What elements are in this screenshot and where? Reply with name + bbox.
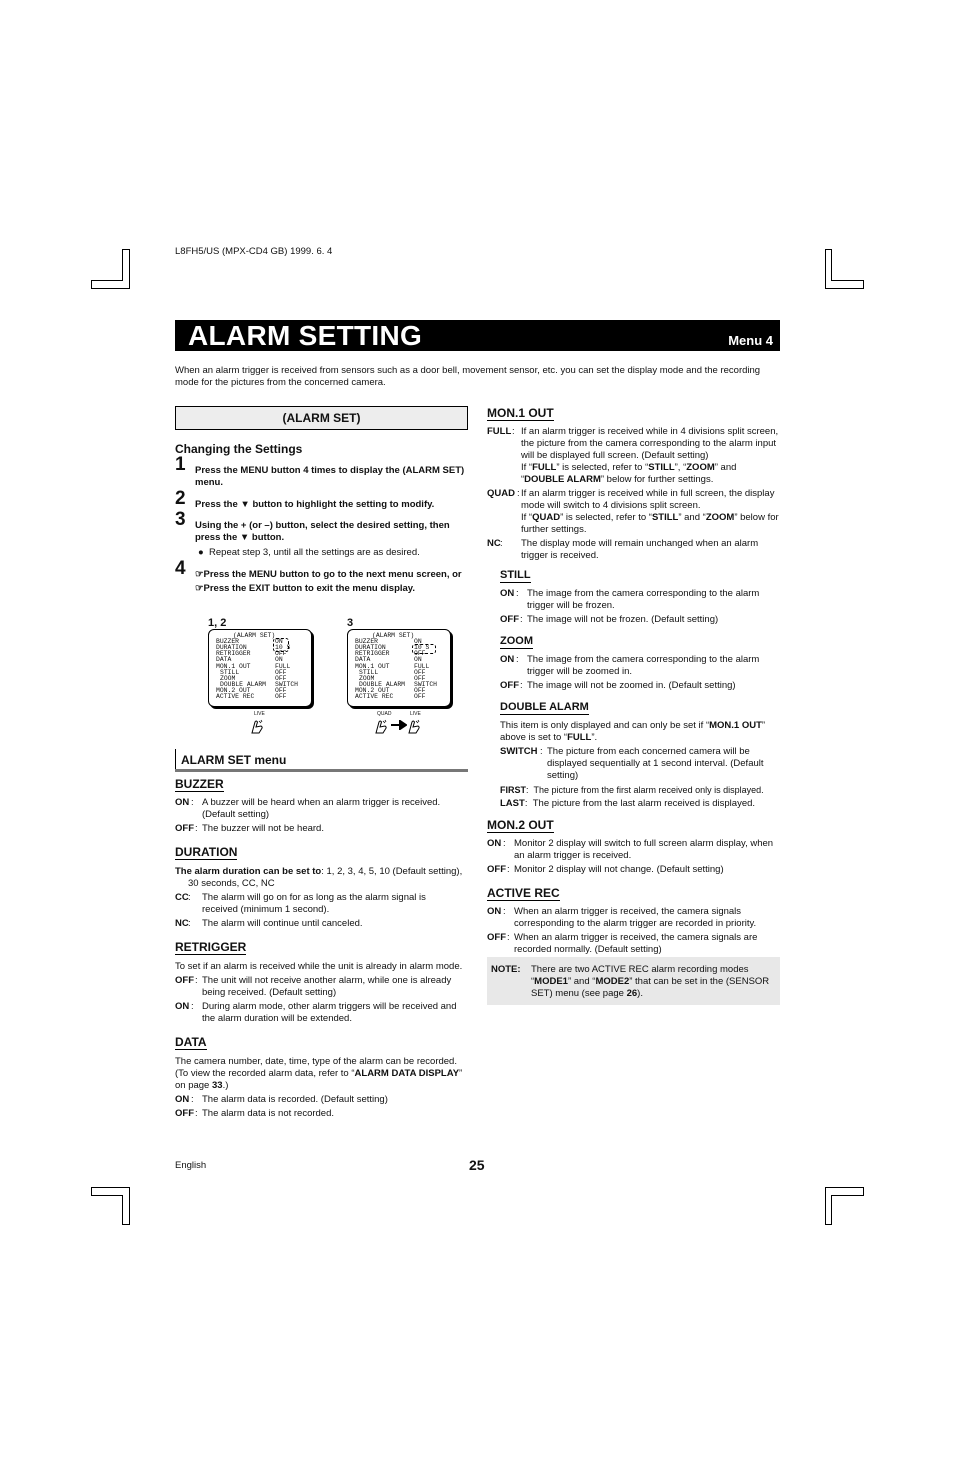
- option-text: A buzzer will be heard when an alarm trigger is received. (Default setting): [202, 797, 441, 820]
- screen-row-key: DOUBLE ALARM: [220, 681, 267, 689]
- live-button-label-2: LIVE: [410, 711, 421, 717]
- crop-mark: [825, 249, 826, 289]
- step-text: ☞Press the EXIT button to exit the menu display.: [195, 583, 416, 594]
- option-key: NC: [175, 918, 189, 929]
- option-text: The alarm data is not recorded.: [202, 1108, 335, 1119]
- option-text-2: [521, 462, 780, 486]
- data-lead-d: .): [222, 1080, 229, 1091]
- option-key: ON: [487, 906, 502, 917]
- left-column: [175, 406, 468, 595]
- retrigger-lead: To set if an alarm is received while the unit is already in alarm mode.: [175, 961, 463, 972]
- still-off: OFF : The image will not be frozen. (Default setting): [500, 614, 719, 625]
- t: If “: [521, 512, 533, 523]
- duration-title: DURATION: [175, 845, 238, 859]
- screen-row-key: MON.2 OUT: [216, 687, 251, 695]
- crop-mark: [91, 1187, 129, 1188]
- screen-row-value: OFF: [414, 668, 426, 676]
- crop-mark: [122, 1224, 130, 1225]
- step-number: 1: [175, 454, 186, 475]
- screen-row-key: MON.1 OUT: [216, 662, 251, 670]
- screen-row-value: ON: [414, 638, 422, 645]
- t: This item is only displayed and can only be set if “: [500, 720, 710, 731]
- screen-row-value: OFF: [414, 674, 426, 682]
- changing-settings-title: Changing the Settings: [175, 442, 303, 456]
- left-settings: [175, 778, 463, 1122]
- mon2-title: MON.2 OUT: [487, 818, 554, 832]
- screen-row-value: 10 S: [275, 644, 291, 652]
- crop-mark: [825, 249, 832, 250]
- option-text: The image will not be frozen. (Default setting): [527, 614, 719, 625]
- intro-text: When an alarm trigger is received from sensors such as a door bell, movement sensor, etc. you can set the display mode and the recording mode for the pictures from the concerned camera.: [175, 365, 761, 388]
- screen-row-value: FULL: [275, 662, 291, 670]
- zoom-title: ZOOM: [500, 635, 533, 647]
- fig-label-3: 3: [347, 617, 354, 629]
- screen-row-value: OFF: [414, 693, 426, 701]
- still-section: [487, 569, 780, 810]
- crop-mark: [91, 280, 123, 281]
- pointing-hand-icon: [249, 719, 265, 735]
- screen-row-value: ON: [275, 638, 283, 645]
- note-box: [487, 957, 780, 1005]
- t: MODE2: [595, 976, 630, 987]
- crop-mark: [831, 1195, 832, 1225]
- duration-lead-bold: The alarm duration can be set to: [175, 866, 322, 877]
- option-key: NC: [487, 538, 501, 549]
- t: FULL: [532, 462, 557, 473]
- t: There are two ACTIVE REC alarm recording modes “: [531, 964, 749, 987]
- option-key: OFF: [500, 680, 519, 691]
- data-lead-c: ” on page: [175, 1068, 463, 1091]
- screen-row-key: ACTIVE REC: [216, 693, 255, 701]
- buzzer-on: ON : A buzzer will be heard when an alarm trigger is received. (Default setting): [175, 797, 441, 820]
- still-on: ON : The image from the camera corresponding to the alarm trigger will be frozen.: [500, 588, 760, 611]
- option-text: The picture from each concerned camera will be displayed sequentially at 1 second interval. (Default setting): [547, 746, 764, 781]
- live-button-label: LIVE: [254, 711, 265, 717]
- crop-mark: [91, 280, 92, 289]
- t: ” is selected, refer to “: [560, 512, 652, 523]
- crop-mark: [122, 249, 130, 250]
- section-marker: [175, 749, 176, 771]
- bullet-icon: ●: [198, 547, 204, 558]
- option-text: The buzzer will not be heard.: [202, 823, 324, 834]
- step-2: [175, 488, 468, 511]
- screen-row-value: OFF: [275, 668, 287, 676]
- t: ).: [637, 988, 643, 999]
- active-on: ON : When an alarm trigger is received, the camera signals corresponding to the alarm trigger are recorded in priority.: [487, 906, 757, 929]
- duration-nc: NC : The alarm will continue until canceled.: [175, 918, 363, 929]
- retrigger-off: OFF : The unit will not receive another alarm, while one is already being received. (Default setting): [175, 975, 452, 998]
- crop-mark: [831, 280, 864, 281]
- option-key: LAST: [500, 798, 525, 809]
- crop-mark: [825, 1224, 832, 1225]
- fig-label-1-2: 1, 2: [208, 617, 227, 629]
- step-4b: [175, 583, 468, 595]
- option-text: The image from the camera corresponding to the alarm trigger will be frozen.: [527, 588, 760, 611]
- title-banner: [175, 320, 780, 351]
- crop-mark: [122, 1195, 123, 1225]
- duration-lead-text: : 1, 2, 3, 4, 5, 10 (Default setting), 30 seconds, CC, NC: [188, 866, 463, 889]
- screen-row-value: SWITCH: [275, 681, 299, 689]
- option-text: Monitor 2 display will switch to full screen alarm display, when an alarm trigger is received.: [514, 838, 774, 861]
- screen-row-value: OFF: [275, 650, 287, 658]
- step-text: Press the MENU button 4 times to display the (ALARM SET) menu.: [195, 465, 465, 488]
- mon2-on: ON : Monitor 2 display will switch to full screen alarm display, when an alarm trigger is received.: [487, 838, 774, 861]
- step-4: [175, 558, 468, 581]
- double-switch: SWITCH : The picture from each concerned camera will be displayed sequentially at 1 second interval. (Default setting): [500, 746, 764, 781]
- screen-row-value: OFF: [414, 650, 426, 658]
- note-label: NOTE:: [491, 964, 521, 975]
- screen-row-value: FULL: [414, 662, 430, 670]
- data-off: OFF : The alarm data is not recorded.: [175, 1108, 335, 1119]
- option-key: SWITCH: [500, 746, 538, 757]
- screen-row-key: RETRIGGER: [216, 650, 251, 658]
- crop-mark: [825, 1187, 864, 1188]
- step-number: 4: [175, 558, 186, 579]
- t: ” above is set to “: [500, 720, 766, 743]
- duration-lead: [175, 866, 463, 890]
- mon1-full: FULL : If an alarm trigger is received while in 4 divisions split screen, the picture from the camera corresponding to the alarm input will be displayed full screen. (Default setting) If “FULL” is selected, refer to “STILL”, “ZOOM” and “DOUBLE ALARM” below for further settings.: [487, 426, 779, 485]
- crop-mark: [129, 249, 130, 289]
- step-number: 2: [175, 488, 186, 509]
- crop-mark: [863, 280, 864, 289]
- t: 26: [626, 988, 638, 999]
- screen-row-key: BUZZER: [216, 638, 240, 645]
- option-key: ON: [175, 1001, 190, 1012]
- screen-row-key: STILL: [220, 668, 240, 676]
- t: ” that can be set in the (SENSOR SET) menu (see page: [531, 976, 770, 999]
- option-text: The alarm will go on for as long as the alarm signal is received (minimum 1 second).: [202, 892, 426, 915]
- option-text: If an alarm trigger is received while in 4 divisions split screen, the picture from the camera corresponding to the alarm input will be displayed full screen. (Default setting): [521, 426, 779, 461]
- screen-row-key: ZOOM: [359, 674, 375, 682]
- step-text: ☞Press the MENU button to go to the next menu screen, or: [195, 569, 462, 580]
- t: ”, “: [674, 462, 687, 473]
- screen-row-value: OFF: [275, 674, 287, 682]
- buzzer-title: BUZZER: [175, 777, 224, 791]
- option-text: The display mode will remain unchanged when an alarm trigger is received.: [521, 538, 759, 561]
- double-alarm-lead: [500, 720, 780, 744]
- buzzer-off: OFF : The buzzer will not be heard.: [175, 823, 324, 834]
- option-text-2: [521, 512, 780, 536]
- step-3-bullet: [175, 547, 468, 559]
- option-key: QUAD: [487, 488, 515, 499]
- crop-mark: [825, 1187, 826, 1225]
- option-key: ON: [175, 1094, 190, 1105]
- data-title: DATA: [175, 1035, 207, 1049]
- screen-row-key: ZOOM: [220, 674, 236, 682]
- double-alarm-title: DOUBLE ALARM: [500, 701, 589, 713]
- option-text: The picture from the last alarm received is displayed.: [532, 798, 756, 809]
- screen-row-key: DATA: [216, 656, 232, 664]
- pointing-hand-icon: [373, 719, 389, 735]
- t: ZOOM: [686, 462, 715, 473]
- option-key: ON: [487, 838, 502, 849]
- duration-cc: CC : The alarm will go on for as long as the alarm signal is received (minimum 1 second).: [175, 892, 426, 915]
- menu-screen-b: [347, 629, 451, 707]
- highlight-cursor: [412, 644, 436, 654]
- active-rec-title: ACTIVE REC: [487, 886, 560, 900]
- t: STILL: [648, 462, 675, 473]
- option-text: During alarm mode, other alarm triggers will be received and the alarm duration will be extended.: [202, 1001, 457, 1024]
- crop-mark: [91, 1187, 92, 1196]
- crop-mark: [91, 288, 129, 289]
- page-title: ALARM SETTING: [188, 320, 423, 351]
- screen-row-value: SWITCH: [414, 681, 438, 689]
- menu-label: Menu 4: [728, 333, 773, 348]
- active-off: OFF : When an alarm trigger is received, the camera signals are recorded normally. (Default setting): [487, 932, 758, 955]
- option-key: OFF: [500, 614, 519, 625]
- quad-button-label: QUAD: [377, 711, 392, 717]
- t: ” is selected, refer to “: [556, 462, 649, 473]
- crop-mark: [831, 1195, 864, 1196]
- t: FULL: [567, 732, 592, 743]
- highlight-cursor: [273, 638, 289, 652]
- pointing-hand-icon: [406, 719, 422, 735]
- t: MODE1: [534, 976, 568, 987]
- option-text: If an alarm trigger is received while in full screen, the display mode will switch to 4 divisions split screen.: [521, 488, 775, 511]
- alarm-set-menu-title: ALARM SET menu: [181, 753, 287, 767]
- data-lead-page: 33: [211, 1080, 223, 1091]
- t: ” and “: [521, 462, 737, 485]
- t: ”.: [591, 732, 598, 743]
- doc-code: L8FH5/US (MPX-CD4 GB) 1999. 6. 4: [175, 246, 333, 257]
- data-on: ON : The alarm data is recorded. (Default setting): [175, 1094, 388, 1105]
- zoom-off: OFF : The image will not be zoomed in. (Default setting): [500, 680, 736, 691]
- bullet-text: Repeat step 3, until all the settings are as desired.: [209, 547, 420, 558]
- screen-title: (ALARM SET): [372, 632, 415, 639]
- t: If “: [521, 462, 533, 473]
- t: QUAD: [532, 512, 561, 523]
- note-text: [531, 964, 773, 1000]
- page-number: 25: [469, 1157, 485, 1173]
- step-3: [175, 509, 468, 544]
- step-text: Press the ▼ button to highlight the setting to modify.: [195, 499, 435, 510]
- option-key: ON: [175, 797, 190, 808]
- right-column: [487, 407, 780, 958]
- step-number: 3: [175, 509, 186, 530]
- option-key: ON: [500, 654, 515, 665]
- arrow-right-icon: [391, 720, 407, 730]
- zoom-on: ON : The image from the camera corresponding to the alarm trigger will be zoomed in.: [500, 654, 760, 677]
- mon1-nc: NC : The display mode will remain unchanged when an alarm trigger is received.: [487, 538, 759, 561]
- double-first: FIRST: The picture from the first alarm received only is displayed.: [500, 785, 764, 795]
- option-key: FIRST: [500, 785, 526, 795]
- option-text: The image from the camera corresponding to the alarm trigger will be zoomed in.: [527, 654, 760, 677]
- screen-row-key: DURATION: [216, 644, 247, 652]
- alarm-set-box-title: (ALARM SET): [175, 406, 468, 430]
- screen-row-key: BUZZER: [355, 638, 379, 645]
- option-text: When an alarm trigger is received, the camera signals are recorded normally. (Default setting): [514, 932, 758, 955]
- option-key: OFF: [175, 1108, 194, 1119]
- option-text: The alarm data is recorded. (Default setting): [202, 1094, 388, 1105]
- retrigger-on: ON : During alarm mode, other alarm triggers will be received and the alarm duration will be extended.: [175, 1001, 457, 1024]
- screen-row-value: OFF: [414, 687, 426, 695]
- section-underline: [175, 769, 468, 772]
- mon1-title: MON.1 OUT: [487, 406, 554, 420]
- option-text: Monitor 2 display will not change. (Default setting): [514, 864, 724, 875]
- crop-mark: [129, 1187, 130, 1225]
- language-label: English: [175, 1160, 207, 1171]
- t: STILL: [651, 512, 679, 523]
- t: DOUBLE ALARM: [524, 474, 601, 485]
- option-text: When an alarm trigger is received, the camera signals corresponding to the alarm trigger are recorded in priority.: [514, 906, 757, 929]
- screen-row-key: DURATION: [355, 644, 386, 652]
- double-last: LAST: The picture from the last alarm received is displayed.: [500, 798, 756, 809]
- crop-mark: [91, 1195, 123, 1196]
- screen-row-key: ACTIVE REC: [355, 693, 394, 701]
- option-key: OFF: [487, 932, 506, 943]
- screen-title: (ALARM SET): [233, 632, 276, 639]
- screen-row-value: ON: [275, 656, 283, 664]
- screen-row-key: MON.1 OUT: [355, 662, 390, 670]
- retrigger-title: RETRIGGER: [175, 940, 247, 954]
- crop-mark: [831, 249, 832, 281]
- screen-row-key: STILL: [359, 668, 379, 676]
- t: ” below for further settings.: [521, 512, 779, 535]
- option-key: ON: [500, 588, 515, 599]
- crop-mark: [863, 1187, 864, 1196]
- t: MON.1 OUT: [709, 720, 762, 731]
- screen-row-key: DOUBLE ALARM: [359, 681, 406, 689]
- still-title: STILL: [500, 569, 531, 581]
- data-lead-a: The camera number, date, time, type of the alarm can be recorded. (To view the recorded alarm data, refer to “: [175, 1056, 457, 1079]
- mon2-off: OFF : Monitor 2 display will not change. (Default setting): [487, 864, 724, 875]
- option-key: FULL: [487, 426, 512, 437]
- crop-mark: [122, 249, 123, 281]
- t: ZOOM: [705, 512, 735, 523]
- step-text: Using the + (or –) button, select the desired setting, then press the ▼ button.: [195, 520, 450, 543]
- t: ” below for further settings.: [600, 474, 714, 485]
- option-text: The unit will not receive another alarm, while one is already being received. (Default setting): [202, 975, 452, 998]
- option-key: OFF: [175, 975, 194, 986]
- mon1-quad: QUAD : If an alarm trigger is received while in full screen, the display mode will switch to 4 divisions split screen. If “QUAD” is selected, refer to “STILL” and “ZOOM” below for further settings.: [487, 488, 779, 535]
- step-1: [175, 454, 468, 489]
- screen-row-key: MON.2 OUT: [355, 687, 390, 695]
- option-text: The alarm will continue until canceled.: [202, 918, 363, 929]
- screen-row-value: 10 S: [414, 644, 430, 652]
- screen-row-value: ON: [414, 656, 422, 664]
- crop-mark: [825, 288, 864, 289]
- screen-row-key: RETRIGGER: [355, 650, 390, 658]
- screen-row-value: OFF: [275, 693, 287, 701]
- menu-screen-a: [208, 629, 312, 707]
- option-key: OFF: [175, 823, 194, 834]
- option-text: The picture from the first alarm received only is displayed.: [533, 785, 764, 795]
- t: ” and “: [567, 976, 596, 987]
- option-key: OFF: [487, 864, 506, 875]
- t: ” and “: [678, 512, 706, 523]
- option-key: CC: [175, 892, 189, 903]
- data-lead: [175, 1056, 463, 1092]
- data-lead-b: ALARM DATA DISPLAY: [354, 1068, 460, 1079]
- screen-row-key: DATA: [355, 656, 371, 664]
- option-text: The image will not be zoomed in. (Default setting): [527, 680, 736, 691]
- screen-row-value: OFF: [275, 687, 287, 695]
